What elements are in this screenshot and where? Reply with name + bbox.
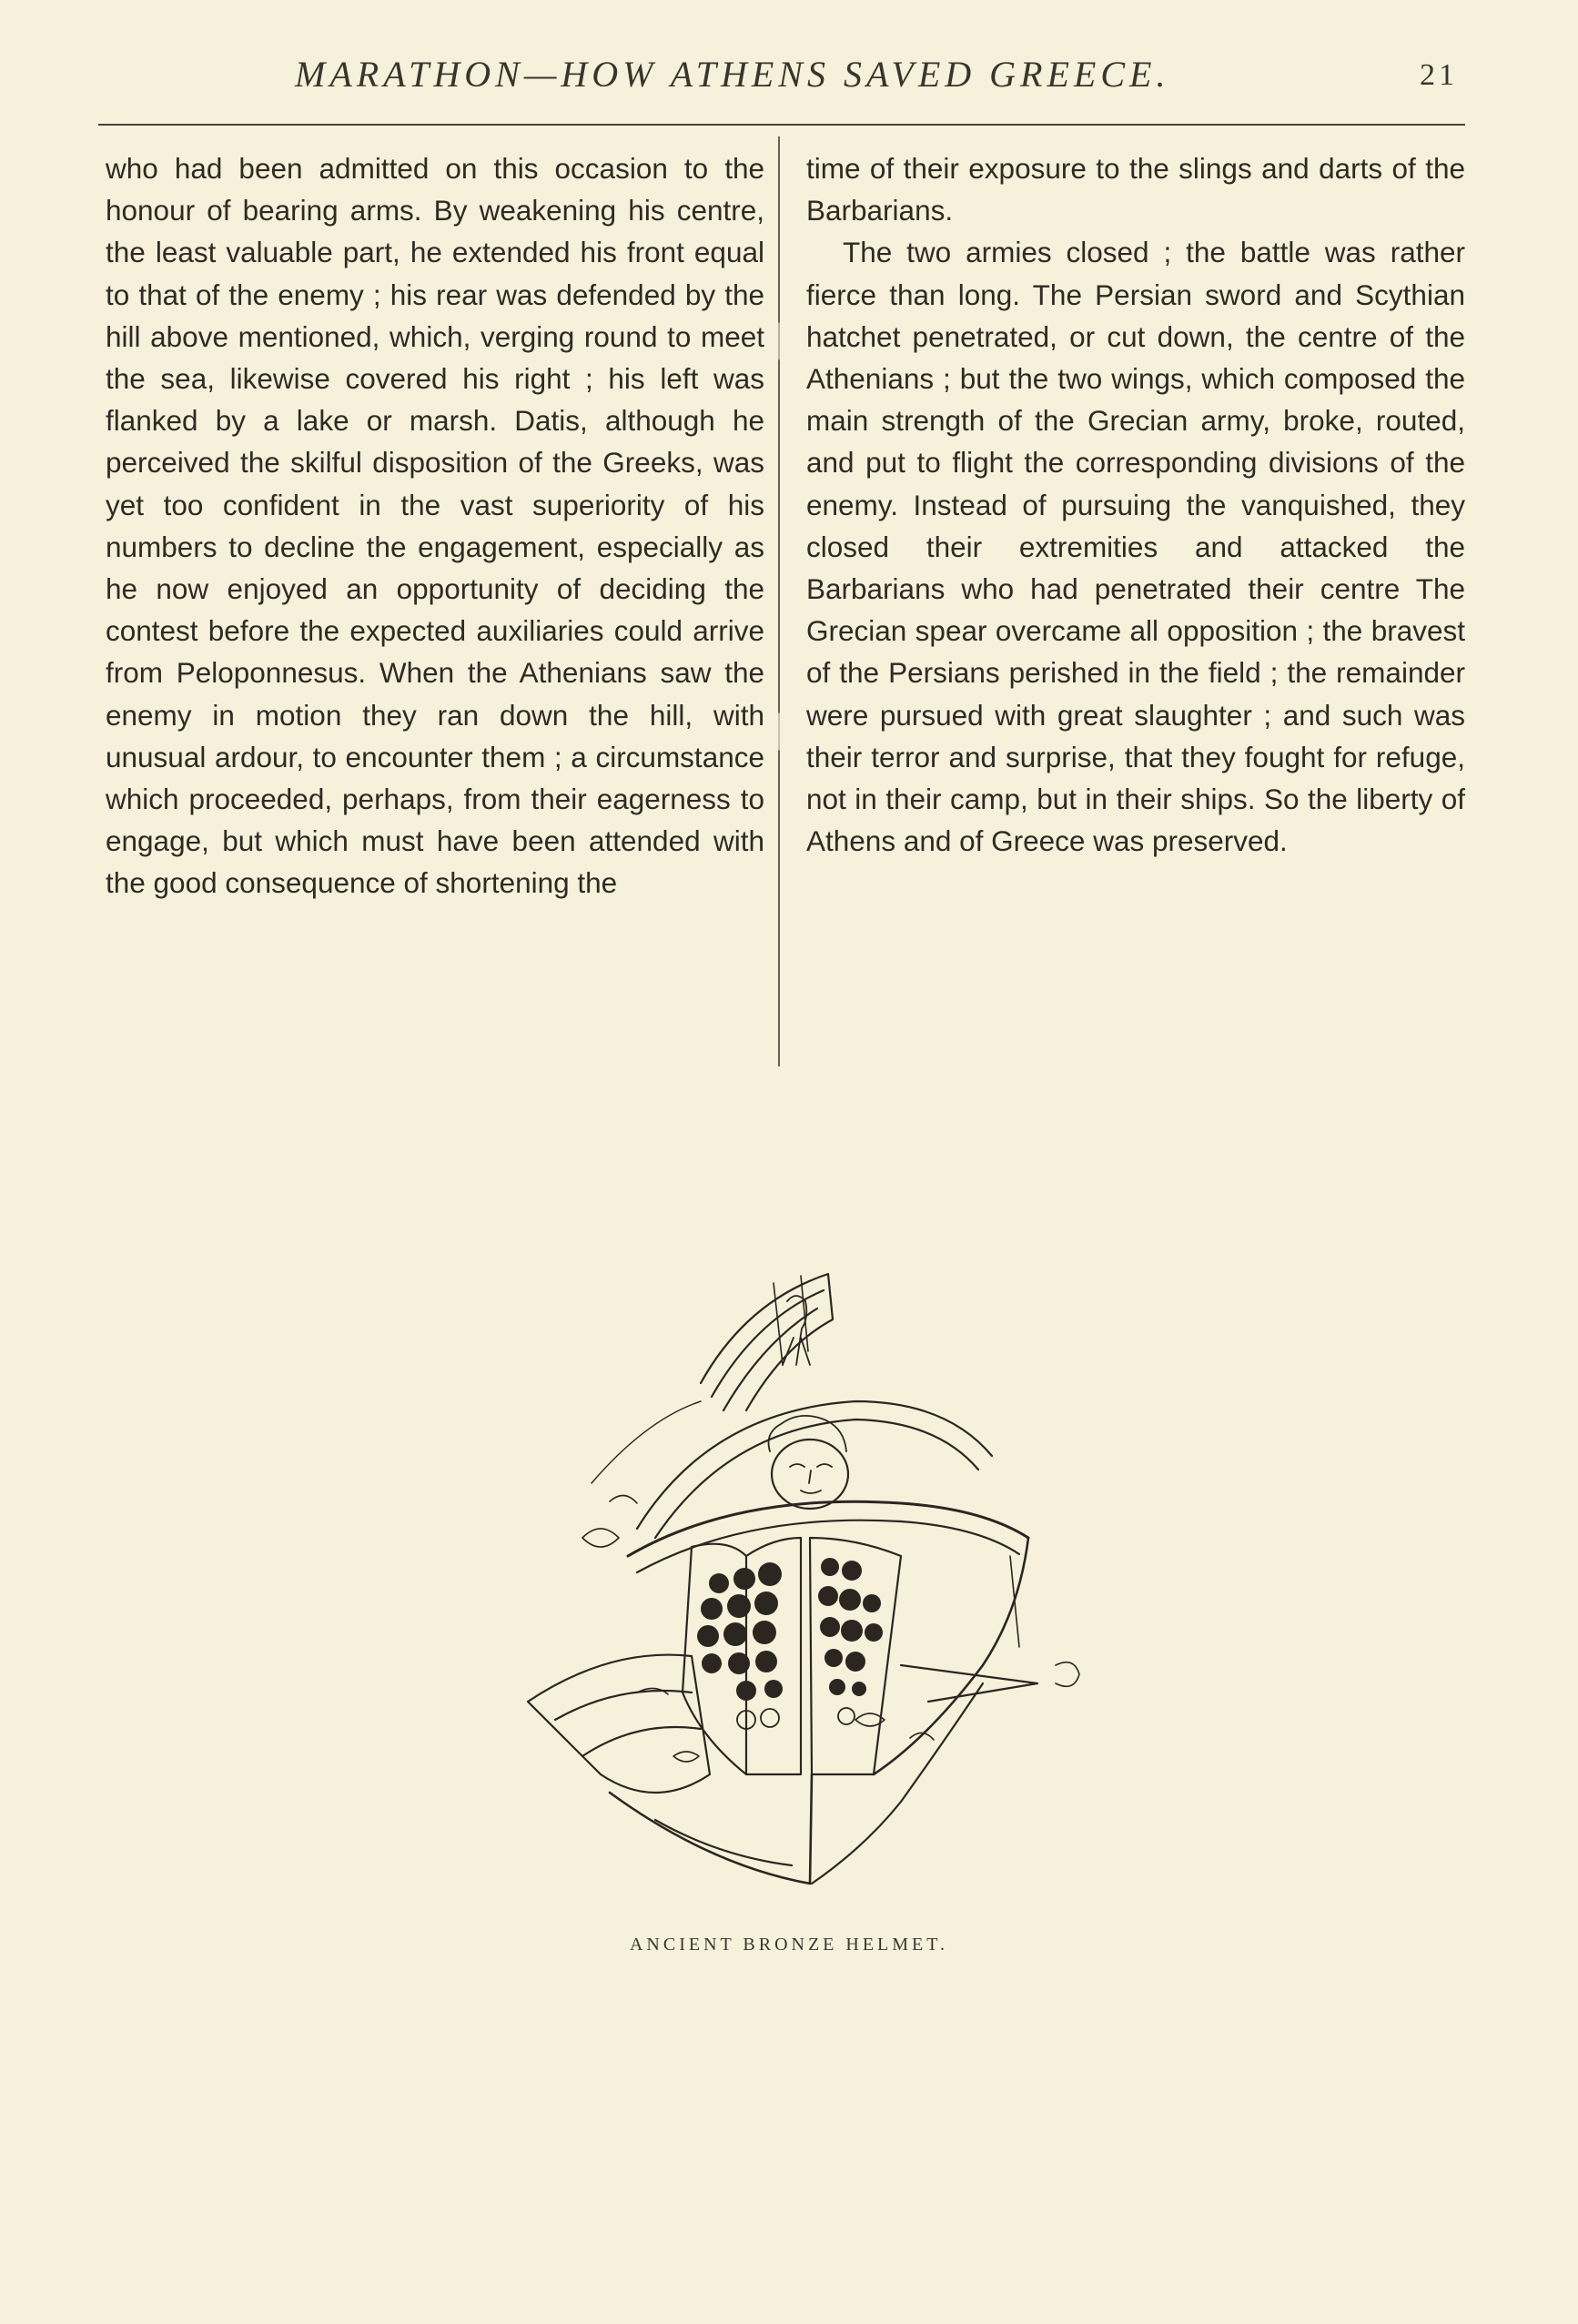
page-number: 21 xyxy=(1420,58,1458,92)
header-rule xyxy=(98,124,1465,126)
right-column xyxy=(806,147,1465,862)
left-column-paragraph: who had been admitted on this occasion to the honour of bearing arms. By weakening his centre, the least valuable part, he extended his front equal to that of the enemy ; his rear was defended by the hill above mentioned, which, verging round to meet the sea, likewise covered his right ; his left was flanked by a lake or marsh. Datis, although he perceived the skilful disposition of the Greeks, was yet too confident in the vast superiority of his numbers to decline the engagement, especially as he now enjoyed an opportunity of deciding the contest before the expected auxiliaries could arrive from Peloponnesus. When the Athenians saw the enemy in motion they ran down the hill, with unusual ardour, to encounter them ; a circumstance which proceeded, perhaps, from their eagerness to engage, but which must have been attended with the good consequence of shortening the xyxy=(106,152,764,900)
running-head xyxy=(98,53,1463,107)
bronze-helmet-figure xyxy=(473,1265,1128,1902)
right-column-paragraph-2: The two armies closed ; the battle was rather fierce than long. The Persian sword and Scythian hatchet penetrated, or cut down, the centre of the Athenians ; but the two wings, which composed the main strength of the Grecian army, broke, routed, and put to flight the corresponding divisions of the enemy. Instead of pursuing the vanquished, they closed their extremities and attacked the Barbarians who had penetrated their centre The Grecian spear overcame all opposition ; the bravest of the Persians perished in the field ; the remainder were pursued with great slaughter ; and such was their terror and surprise, that they fought for refuge, not in their camp, but in their ships. So the liberty of Athens and of Greece was preserved. xyxy=(806,236,1465,858)
helmet-illustration-icon xyxy=(473,1265,1128,1902)
running-title: MARATHON—HOW ATHENS SAVED GREECE. xyxy=(295,54,1170,95)
column-divider xyxy=(778,136,780,1066)
right-column-paragraph-1: time of their exposure to the slings and darts of the Barbarians. xyxy=(806,152,1465,227)
figure-caption: ANCIENT BRONZE HELMET. xyxy=(629,1935,948,1955)
left-column xyxy=(106,147,764,904)
